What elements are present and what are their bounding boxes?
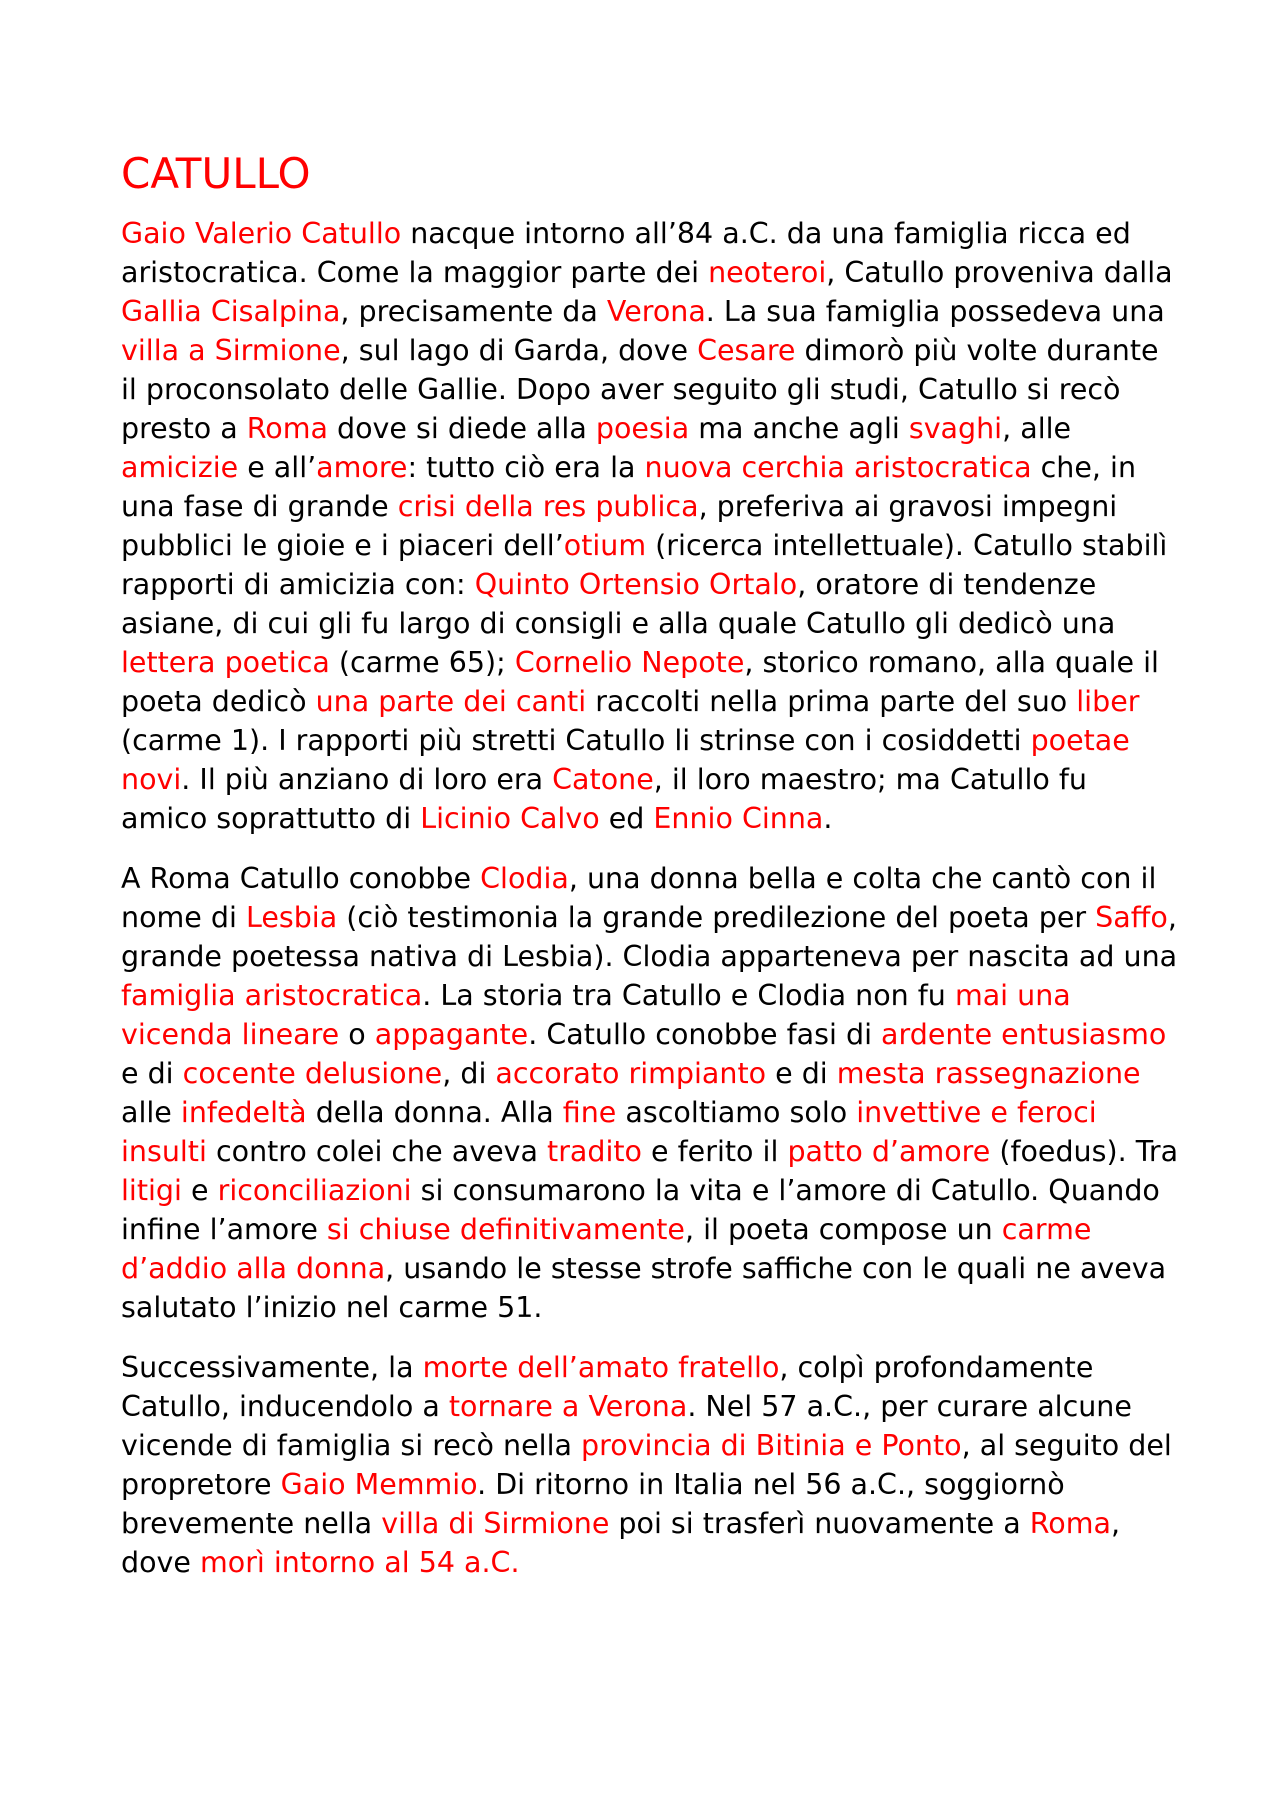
highlighted-text: Clodia [480, 862, 569, 895]
body-text: , usando le stesse strofe saffiche con le quali ne aveva salutato l’inizio nel carme 51. [121, 1252, 1167, 1324]
document-page [121, 146, 1181, 1603]
body-text: , oratore di tendenze asiane, di cui gli fu largo di consigli e alla quale Catullo gli dedicò una [121, 568, 1116, 640]
body-text: dove si diede alla [327, 412, 596, 445]
body-text: , preferiva ai gravosi impegni pubblici le gioie e i piaceri dell’ [121, 490, 1118, 562]
body-text: A Roma Catullo conobbe [121, 862, 481, 895]
highlighted-text: Gallia Cisalpina [121, 295, 341, 328]
highlighted-text: cocente delusione [182, 1057, 443, 1090]
highlighted-text: otium [563, 529, 647, 562]
paragraph [121, 859, 1181, 1327]
highlighted-text: Catone [552, 763, 654, 796]
highlighted-text: Cornelio Nepote [514, 646, 745, 679]
highlighted-text: poetae novi [121, 724, 1130, 796]
page-title: CATULLO [121, 149, 311, 198]
highlighted-text: accorato rimpianto [495, 1057, 767, 1090]
highlighted-text: lettera poetica [121, 646, 330, 679]
body-text: , il poeta compose un [684, 1213, 1002, 1246]
highlighted-text: neoteroi [708, 256, 827, 289]
highlighted-text: una parte dei canti [315, 685, 587, 718]
body-text: (carme 65); [329, 646, 515, 679]
body-text: (ciò testimonia la grande predilezione del poeta per [337, 901, 1096, 934]
highlighted-text: amicizie [121, 451, 239, 484]
body-text: si consumarono la vita e l’amore di Catullo. Quando infine l’amore [121, 1174, 1160, 1246]
paragraph [121, 1348, 1181, 1582]
paragraph [121, 214, 1181, 838]
highlighted-text: mesta rassegnazione [836, 1057, 1141, 1090]
body-text: o [339, 1018, 375, 1051]
body-text: , storico romano, alla quale il poeta dedicò [121, 646, 1159, 718]
highlighted-text: litigi [121, 1174, 182, 1207]
body-text: , sul lago di Garda, dove [340, 334, 698, 367]
highlighted-text: amore [316, 451, 408, 484]
body-text: , Catullo proveniva dalla [826, 256, 1173, 289]
body-text: poi si trasferì nuovamente a [609, 1507, 1030, 1540]
highlighted-text: morì intorno al 54 a.C. [200, 1546, 520, 1579]
body-text: , di [442, 1057, 496, 1090]
body-text: contro colei che aveva [206, 1135, 548, 1168]
highlighted-text: Verona [606, 295, 706, 328]
highlighted-text: liber [1076, 685, 1140, 718]
body-text: e di [766, 1057, 837, 1090]
highlighted-text: poesia [595, 412, 690, 445]
highlighted-text: nuova cerchia aristocratica [644, 451, 1032, 484]
body-text: , una donna bella e colta che cantò con il nome di [121, 862, 1157, 934]
body-text: ascoltiamo solo [616, 1096, 857, 1129]
highlighted-text: villa a Sirmione [121, 334, 341, 367]
body-text: . La storia tra Catullo e Clodia non fu [422, 979, 955, 1012]
highlighted-text: Quinto Ortensio Ortalo [474, 568, 798, 601]
body-text: che, in una fase di grande [121, 451, 1137, 523]
body-text: , grande poetessa nativa di Lesbia). Clodia apparteneva per nascita ad una [121, 901, 1178, 973]
highlighted-text: fine [562, 1096, 617, 1129]
highlighted-text: Gaio Valerio Catullo [121, 217, 402, 250]
highlighted-text: morte dell’amato fratello [422, 1351, 780, 1384]
body-text: . Di ritorno in Italia nel 56 a.C., soggiornò brevemente nella [121, 1468, 1065, 1540]
document-body [121, 214, 1181, 1582]
highlighted-text: infedeltà [180, 1096, 307, 1129]
body-text: nacque intorno all’84 a.C. da una famiglia ricca ed aristocratica. Come la maggior parte dei [121, 217, 1131, 289]
body-text: : tutto ciò era la [407, 451, 645, 484]
body-text: ed [599, 802, 654, 835]
body-text: (ricerca intellettuale). Catullo stabilì rapporti di amicizia con: [121, 529, 1168, 601]
highlighted-text: crisi della res publica [397, 490, 699, 523]
body-text: Successivamente, la [121, 1351, 423, 1384]
highlighted-text: Cesare [697, 334, 796, 367]
highlighted-text: riconciliazioni [217, 1174, 412, 1207]
body-text: alle [121, 1096, 181, 1129]
highlighted-text: famiglia aristocratica [121, 979, 423, 1012]
body-text: e di [121, 1057, 183, 1090]
highlighted-text: tradito [547, 1135, 642, 1168]
highlighted-text: Lesbia [245, 901, 338, 934]
highlighted-text: svaghi [908, 412, 1003, 445]
body-text: e ferito il [642, 1135, 788, 1168]
highlighted-text: tornare a Verona [448, 1390, 688, 1423]
body-text: . [823, 802, 833, 835]
highlighted-text: provincia di Bitinia e Ponto [581, 1429, 962, 1462]
body-text: , alle [1002, 412, 1072, 445]
body-text: . Il più anziano di loro era [181, 763, 553, 796]
highlighted-text: Gaio Memmio [280, 1468, 478, 1501]
body-text: e all’ [238, 451, 317, 484]
body-text: della donna. Alla [306, 1096, 563, 1129]
body-text: ma anche agli [689, 412, 909, 445]
highlighted-text: Roma [246, 412, 328, 445]
body-text: raccolti nella prima parte del suo [586, 685, 1077, 718]
highlighted-text: si chiuse definitivamente [326, 1213, 685, 1246]
body-text: . La sua famiglia possedeva una [705, 295, 1165, 328]
body-text: (carme 1). I rapporti più stretti Catullo li strinse con i cosiddetti [121, 724, 1031, 757]
highlighted-text: ardente entusiasmo [881, 1018, 1167, 1051]
body-text: dimorò più volte durante il proconsolato delle Gallie. Dopo aver seguito gli studi, Catullo si recò presto a [121, 334, 1159, 445]
highlighted-text: carme d’addio alla donna [121, 1213, 1092, 1285]
highlighted-text: Ennio Cinna [653, 802, 824, 835]
highlighted-text: Saffo [1095, 901, 1168, 934]
body-text: e [181, 1174, 218, 1207]
body-text: , precisamente da [340, 295, 607, 328]
body-text: . Nel 57 a.C., per curare alcune vicende di famiglia si recò nella [121, 1390, 1132, 1462]
body-text: , colpì profondamente Catullo, inducendolo a [121, 1351, 1094, 1423]
body-text: , dove [121, 1507, 1121, 1579]
highlighted-text: Roma [1029, 1507, 1111, 1540]
body-text: . Catullo conobbe fasi di [528, 1018, 882, 1051]
highlighted-text: mai una vicenda lineare [121, 979, 1071, 1051]
highlighted-text: appagante [374, 1018, 529, 1051]
highlighted-text: invettive e feroci insulti [121, 1096, 1097, 1168]
body-text: , al seguito del propretore [121, 1429, 1172, 1501]
highlighted-text: villa di Sirmione [381, 1507, 610, 1540]
body-text: , il loro maestro; ma Catullo fu amico soprattutto di [121, 763, 1087, 835]
body-text: (foedus). Tra [990, 1135, 1179, 1168]
highlighted-text: Licinio Calvo [420, 802, 600, 835]
highlighted-text: patto d’amore [787, 1135, 991, 1168]
